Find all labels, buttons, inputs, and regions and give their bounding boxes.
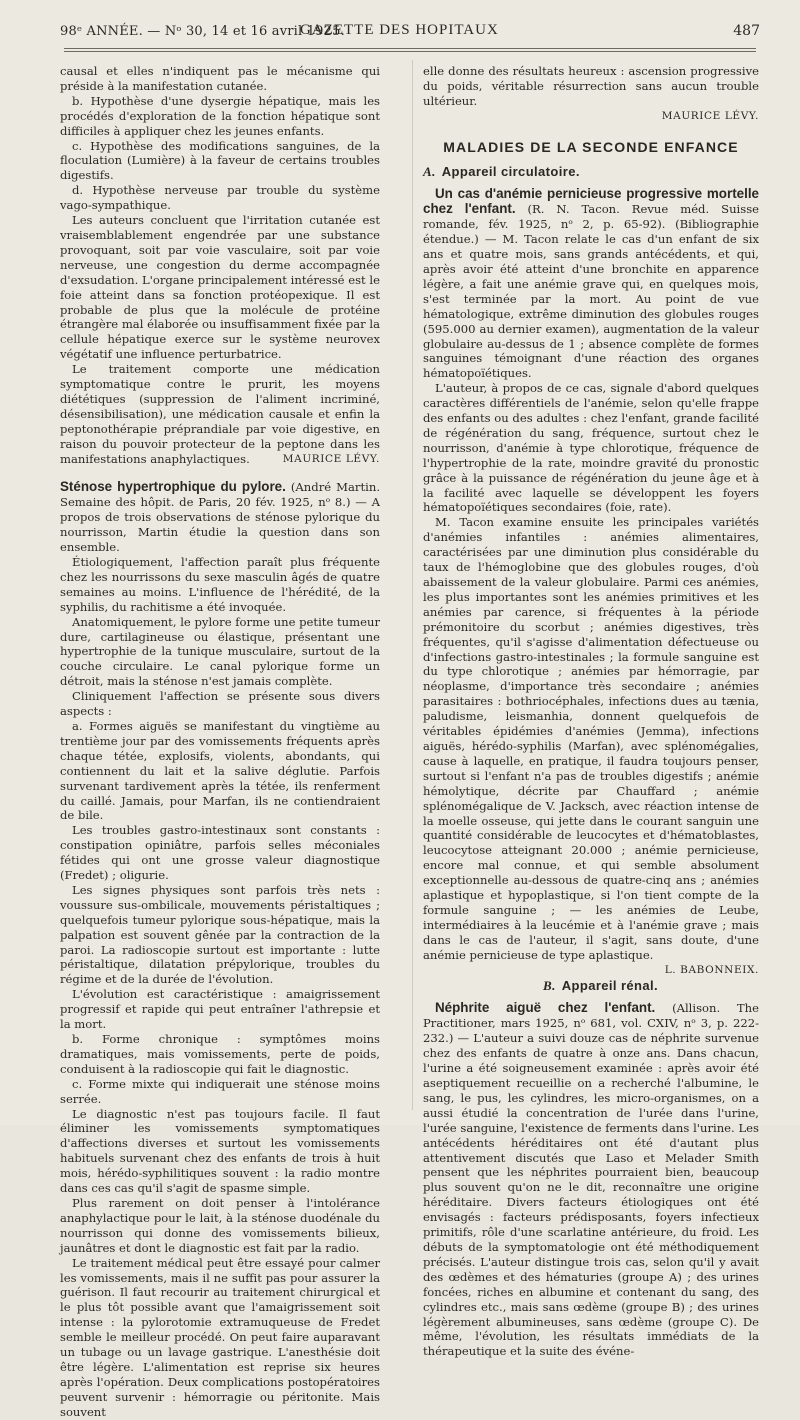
article-head (423, 1001, 759, 1359)
subsection-label: Appareil rénal. (561, 977, 659, 993)
paragraph: L'auteur, à propos de ce cas, signale d'abord quelques caractères différentiels de l'anémie, selon qu'elle frappe des enfants ou des adultes : chez l'enfant, grande facilité de régénération du sang, fréquence, surtout chez le nourrisson, d'anémie à type chlorotique, fréquence de l'hypertrophie de la rate, moindre gravité du pronostic grâce à la puissance de régénération du jeune âge et à la facilité avec laquelle se développent les foyers hématopoïétiques secondaires (foie, rate). (423, 381, 759, 515)
paragraph: Cliniquement l'affection se présente sous divers aspects : (60, 689, 380, 719)
paragraph: b. Forme chronique : symptômes moins dramatiques, mais vomissements, perte de poids, conduisent à la radioscopie qui fait le diagnostic. (60, 1032, 380, 1076)
paragraph: Les auteurs concluent que l'irritation cutanée est vraisemblablement engendrée par une substance provoquant, soit par voie vasculaire, soit par voie nerveuse, une congestion du derme accompagnée d'exsudation. L'organe principalement intéressé est le foie atteint dans sa fonction protéopexique. Il est probable de plus que la molécule de protéine étrangère mal élaborée ou insuffisamment fixée par la cellule hépatique exerce sur le système neurovex végétatif une influence perturbatrice. (60, 213, 380, 362)
paragraph: Les troubles gastro-intestinaux sont constants : constipation opiniâtre, parfois selles méconiales fétides qui ont une grosse valeur diagnostique (Fredet) ; oligurie. (60, 823, 380, 883)
article-title: Sténose hypertrophique du pylore. (60, 479, 286, 495)
paragraph: c. Hypothèse des modifications sanguines, de la floculation (Lumière) à la faveur de certains troubles digestifs. (60, 138, 380, 183)
paragraph: b. Hypothèse d'une dysergie hépatique, mais les procédés d'exploration de la fonction hépatique sont difficiles à appliquer chez les jeunes enfants. (60, 93, 380, 138)
paragraph: Anatomiquement, le pylore forme une petite tumeur dure, cartilagineuse ou élastique, présentant une hypertrophie de la tunique musculaire, surtout de la couche circulaire. Le canal pylorique forme un détroit, mais la sténose n'est jamais complète. (60, 614, 380, 689)
article-title: Un cas d'anémie pernicieuse progressive mortelle chez l'enfant. (423, 186, 759, 217)
paragraph-text: M. Tacon examine ensuite les principales variétés d'anémies infantiles : anémies alimentaires, caractérisées par une diminution plus considérable du taux de l'hémoglobine que des globules rouges, d'où abaissement de la valeur globulaire. Parmi ces anémies, les plus importantes sont les anémies primitives et les anémies par carence, si fréquentes à la période prémonitoire du scorbut ; anémies digestives, très fréquentes, qu'il s'agisse d'alimentation défectueuse ou d'infections gastro-intestinales ; la formule sanguine est du type chlorotique ; anémies par hémorragie, par néoplasme, d'importance très secondaire ; anémies parasitaires : bothriocéphales, infections dues au tænia, paludisme, leismanhia, donnent quelquefois de véritables épidémies d'anémies (Jemma), infections aiguës, hérédo-syphilis (Marfan), avec splénomégalies, cause à laquelle, en pratique, il faudra toujours penser, surtout si l'enfant n'a pas de troubles digestifs ; anémie hémolytique, décrite par Chauffard ; anémie splénomégalique de V. Jacksch, avec réaction intense de la moelle osseuse, qui jette dans le courant sanguin une quantité considérable de leucocytes et d'hématoblastes, leucocytose atteignant 20.000 ; anémie pernicieuse, encore mal connue, et qui semble absolument exceptionnelle au-dessous de quatre-cinq ans ; anémies aplastique et hypoplastique, si l'on tient compte de la formule sanguine ; — les anémies de Leube, intermédiaires à la leucémie et à l'anémie grave ; mais dans le cas de l'auteur, il s'agit, sans doute, d'une anémie pernicieuse de type aplastique. (423, 515, 759, 962)
right-column (423, 64, 759, 1359)
paragraph (423, 515, 759, 976)
spacer (60, 466, 380, 480)
article-head (60, 480, 380, 555)
paragraph: Plus rarement on doit penser à l'intolérance anaphylactique pour le lait, à la sténose duodénale du nourrisson qui donne des vomissements bilieux, jaunâtres et dont le diagnostic est fait par la radio. (60, 1195, 380, 1255)
paragraph: Le traitement médical peut être essayé pour calmer les vomissements, mais il ne suffit pas pour assurer la guérison. Il faut recourir au traitement chirurgical et le plus tôt possible avant que l'amaigrissement soit intense : la pylorotomie extramuqueuse de Fredet semble le meilleur procédé. On peut faire auparavant un tubage ou un lavage gastrique. L'anesthésie doit être légère. L'alimentation est reprise six heures après l'opération. Deux complications postopératoires peuvent survenir : hémorragie ou péritonite. Mais souvent (60, 1255, 380, 1419)
header-rule (64, 48, 756, 49)
paragraph (60, 362, 380, 466)
article-head (423, 187, 759, 381)
paragraph: Les signes physiques sont parfois très nets : voussure sus-ombilicale, mouvements péristaltiques ; quelquefois tumeur pylorique sous-hépatique, mais la palpation est souvent gênée par la contraction de la paroi. La radioscopie surtout est importante : lutte péristaltique, dilatation prépylorique, troubles du régime et de la durée de l'évolution. (60, 882, 380, 987)
paragraph: causal et elles n'indiquent pas le mécanisme qui préside à la manifestation cutanée. (60, 64, 380, 93)
article-reference: (Allison. The Practitioner, mars 1925, nᵒ 681, vol. CXIV, nᵒ 3, p. 222-232.) — L'auteur a suivi douze cas de néphrite survenue chez des enfants de quatre à onze ans. Dans chacun, l'urine a été soigneusement examinée : après avoir été aseptiquement recueillie on a recherché l'albumine, le sang, le pus, les cylindres, les micro-organismes, on a aussi étudié la concentration de l'urée dans l'urine, l'urée sanguine, l'existence de ferments dans l'urine. Les antécédents héréditaires ont été d'autant plus attentivement discutés que Laso et Melader Smith pensent que les néphrites pourraient bien, beaucoup plus souvent qu'on ne le dit, reconnaître une origine héréditaire. Divers facteurs étiologiques ont été envisagés : facteurs prédisposants, foyers infectieux primitifs, rôle d'une scarlatine antérieure, du froid. Les débuts de la symptomatologie ont été méthodiquement précisés. L'auteur distingue trois cas, selon qu'il y avait des œdèmes et des hématuries (groupe A) ; des urines foncées, riches en albumine et contenant du sang, des cylindres etc., mais sans œdème (groupe B) ; des urines légèrement albumineuses, sans œdème (groupe C). De même, l'évolution, les résultats immédiats de la thérapeutique et la suite des événe- (423, 1001, 759, 1359)
author-signature: MAURICE LÉVY. (661, 109, 759, 122)
page-number: 487 (733, 23, 760, 39)
subsection-title (423, 165, 759, 180)
page-header (60, 22, 760, 46)
author-signature: MAURICE LÉVY. (282, 452, 380, 465)
paragraph: L'évolution est caractéristique : amaigrissement progressif et rapide qui peut entraîner l'athrepsie et la mort. (60, 987, 380, 1032)
paragraph: c. Forme mixte qui indiquerait une sténose moins serrée. (60, 1076, 380, 1106)
paragraph: Le diagnostic n'est pas toujours facile. Il faut éliminer les vomissements symptomatiques d'affections diverses et surtout les vomissements habituels survenant chez des enfants de trois à huit mois, hérédo-syphilitiques souvent : la radio montre dans ces cas qu'il s'agit de spasme simple. (60, 1106, 380, 1196)
paragraph: a. Formes aiguës se manifestant du vingtième au trentième jour par des vomissements fréquents après chaque tétée, explosifs, violents, abondants, qui contiennent du lait et la salive déglutie. Parfois survenant tardivement après la tétée, ils renferment du caillé. Jamais, pour Marfan, ils ne contiendraient de bile. (60, 718, 380, 823)
subsection-label: Appareil circulatoire. (441, 163, 580, 179)
issue-info: 98ᵉ ANNÉE. — Nᵒ 30, 14 et 16 avril 1925. (60, 24, 345, 39)
paragraph: elle donne des résultats heureux : ascension progressive du poids, véritable résurrection sans aucun trouble ultérieur. (423, 64, 759, 108)
subsection-letter: A. (423, 163, 436, 179)
article-reference: (R. N. Tacon. Revue méd. Suisse romande, fév. 1925, nᵒ 2, p. 65-92). (Bibliographie étendue.) — M. Tacon relate le cas d'un enfant de six ans et quatre mois, sans grands antécédents, et qui, après avoir été atteint d'une bronchite en apparence légère, a fait une anémie grave qui, en quelques mois, s'est terminée par la mort. Au point de vue hématologique, extrême diminution des globules rouges (595.000 au dernier examen), augmentation de la valeur globulaire au-dessus de 1 ; absence complète de formes sanguines témoignant d'une réaction des organes hématopoïétiques. (423, 202, 760, 381)
paragraph: d. Hypothèse nerveuse par trouble du système vago-sympathique. (60, 183, 380, 213)
author-signature: L. BABONNEIX. (664, 963, 759, 976)
left-column (60, 64, 380, 1420)
article-title: Néphrite aiguë chez l'enfant. (435, 1000, 656, 1016)
header-rule-double (64, 51, 756, 52)
paragraph: Étiologiquement, l'affection paraît plus fréquente chez les nourrissons du sexe masculin âgés de quatre semaines au moins. L'influence de l'hérédité, de la syphilis, du rachitisme a été invoquée. (60, 555, 380, 614)
column-divider (412, 60, 413, 1110)
subsection-letter: B. (543, 977, 556, 993)
article-reference: (André Martin. Semaine des hôpit. de Paris, 20 fév. 1925, nᵒ 8.) — A propos de trois observations de sténose pylorique du nourrisson, Martin étudie la question dans son ensemble. (60, 480, 380, 555)
section-title: MALADIES DE LA SECONDE ENFANCE (443, 138, 739, 155)
paragraph-text: Le traitement comporte une médication symptomatique contre le prurit, les moyens diététiques (suppression de l'aliment incriminé, désensibilisation), une médication causale et enfin la peptonothérapie préprandiale par voie digestive, en raison du pouvoir protecteur de la peptone dans les manifestations anaphylactiques. (60, 362, 380, 466)
journal-title: GAZETTE DES HOPITAUX (300, 22, 499, 38)
subsection-title (543, 979, 759, 994)
